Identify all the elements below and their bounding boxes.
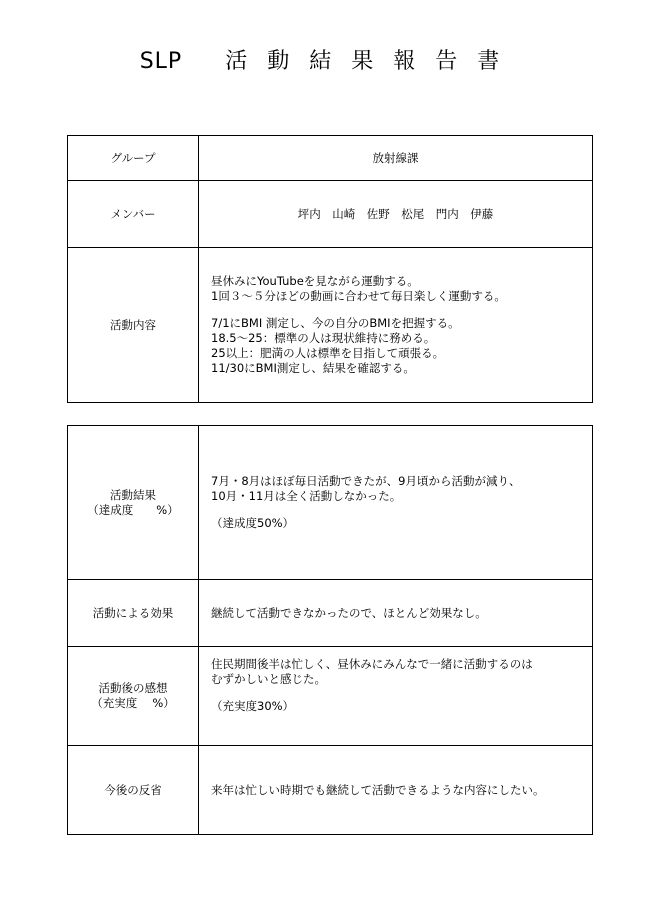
- member-label: メンバー: [68, 181, 199, 248]
- title-char: 活: [225, 49, 250, 74]
- activity-line: 7/1にBMI 測定し、今の自分のBMIを把握する。: [211, 316, 460, 330]
- group-label: グループ: [68, 136, 199, 181]
- impression-label: [68, 647, 199, 746]
- impression-line: 住民期間後半は忙しく、昼休みにみんなで一緒に活動するのは: [211, 657, 533, 671]
- effect-row: [68, 580, 593, 647]
- result-row: [68, 426, 593, 580]
- activity-label: 活動内容: [68, 248, 199, 403]
- impression-line: （充実度30%）: [211, 699, 295, 713]
- group-value: 放射線課: [199, 136, 593, 181]
- member-row: [68, 181, 593, 248]
- reflection-value: 来年は忙しい時期でも継続して活動できるような内容にしたい。: [199, 746, 593, 835]
- group-row: [68, 136, 593, 181]
- result-line: 7月・8月はほぼ毎日活動できたが、9月頃から活動が減り、: [211, 474, 521, 488]
- reflection-label: 今後の反省: [68, 746, 199, 835]
- impression-label-sub: （充実度 %）: [91, 696, 175, 710]
- activity-row: [68, 248, 593, 403]
- title-prefix: SLP: [139, 49, 183, 74]
- result-label: [68, 426, 199, 580]
- title-char: 報: [393, 49, 418, 74]
- title-char: 告: [435, 49, 460, 74]
- impression-row: [68, 647, 593, 746]
- impression-value: [199, 647, 593, 746]
- activity-line: 25以上：肥満の人は標準を目指して頑張る。: [211, 346, 445, 360]
- activity-line: 1回３～５分ほどの動画に合わせて毎日楽しく運動する。: [211, 289, 506, 303]
- activity-line: 11/30にBMI測定し、結果を確認する。: [211, 361, 415, 375]
- info-table: [67, 135, 593, 403]
- result-value: [199, 426, 593, 580]
- impression-line: むずかしいと感じた。: [211, 672, 326, 686]
- result-line: （達成度50%）: [211, 516, 295, 530]
- activity-value: [199, 248, 593, 403]
- result-label-title: 活動結果: [110, 487, 156, 502]
- effect-value: 継続して活動できなかったので、ほとんど効果なし。: [199, 580, 593, 647]
- member-value: 坪内 山崎 佐野 松尾 門内 伊藤: [199, 181, 593, 248]
- result-line: 10月・11月は全く活動しなかった。: [211, 489, 402, 503]
- activity-line: 昼休みにYouTubeを見ながら運動する。: [211, 274, 419, 288]
- reflection-row: [68, 746, 593, 835]
- effect-label: 活動による効果: [68, 580, 199, 647]
- title-char: 動: [267, 49, 292, 74]
- title-char: 果: [351, 49, 376, 74]
- page-title: [0, 44, 650, 75]
- activity-line: 18.5～25：標準の人は現状維持に務める。: [211, 331, 436, 345]
- result-table: [67, 425, 593, 835]
- impression-label-title: 活動後の感想: [98, 681, 168, 695]
- result-label-sub: （達成度 %）: [87, 502, 179, 517]
- title-char: 書: [477, 49, 502, 74]
- title-char: 結: [309, 49, 334, 74]
